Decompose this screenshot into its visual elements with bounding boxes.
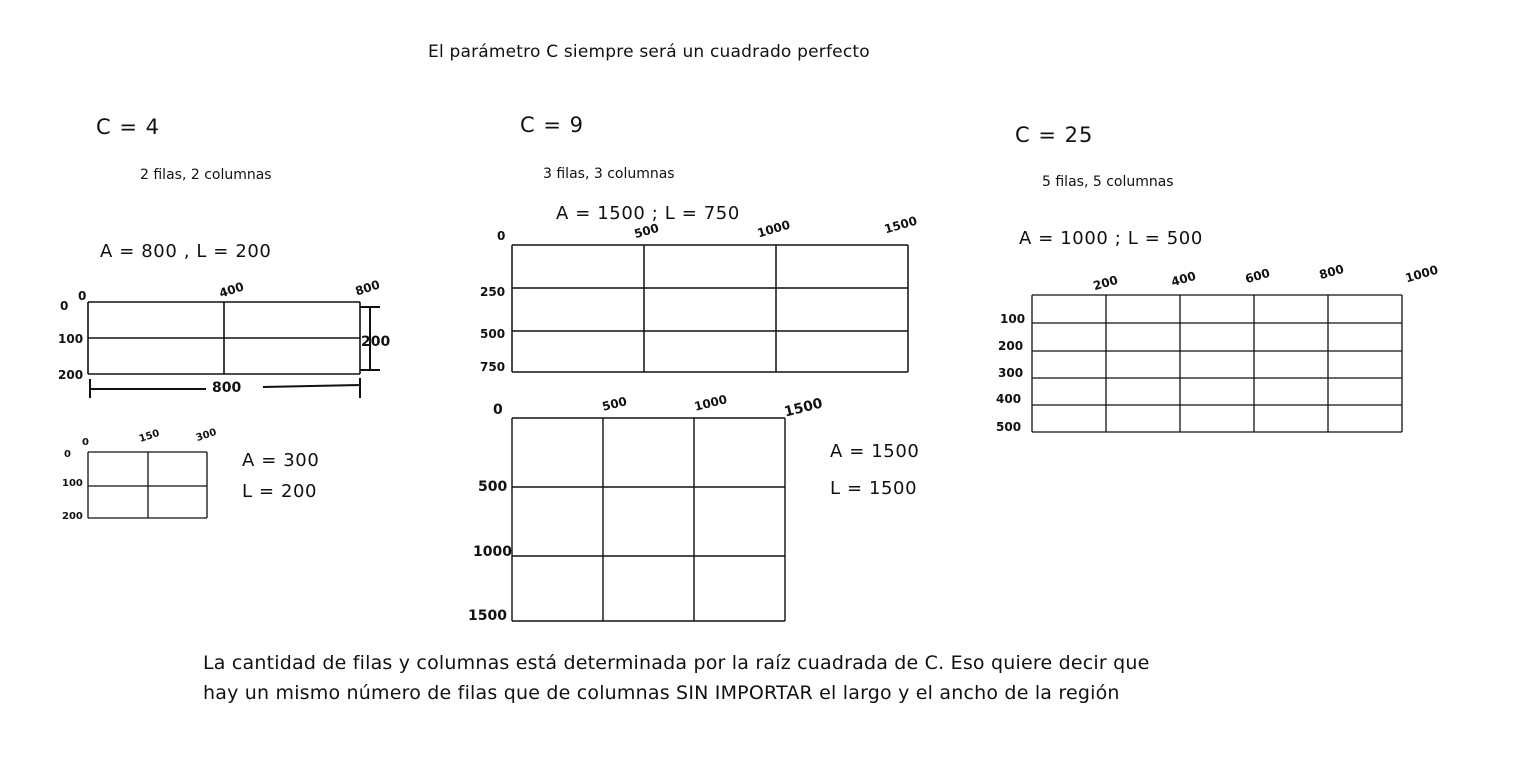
grid-c9-2	[512, 416, 790, 626]
tick-c25-y4: 400	[996, 392, 1022, 406]
case-subtitle-c25: 5 filas, 5 columnas	[1042, 174, 1174, 190]
tick-c25-x4: 800	[1317, 261, 1346, 283]
grid-c4-1	[88, 300, 363, 378]
tick-c9-1-x0: 0	[497, 229, 506, 243]
grid-c4-2	[88, 450, 210, 522]
equation-a-c4-grid2: A = 300	[242, 450, 320, 471]
tick-c25-y1: 100	[1000, 312, 1026, 326]
tick-c25-y3: 300	[998, 366, 1024, 380]
tick-c9-2-x0: 0	[493, 402, 503, 418]
tick-c9-1-x2: 1000	[755, 217, 792, 241]
height-label-c4-1: 200	[361, 334, 391, 350]
page-title: El parámetro C siempre será un cuadrado perfecto	[428, 42, 870, 62]
footer-line-1: La cantidad de filas y columnas está determinada por la raíz cuadrada de C. Eso quiere decir que	[203, 652, 1150, 674]
tick-c9-2-x2: 1000	[692, 392, 729, 414]
tick-c4-1-x1: 400	[217, 279, 246, 301]
tick-c9-2-y1: 500	[478, 479, 508, 495]
grid-c9-1	[512, 243, 912, 377]
tick-c4-2-y0: 0	[64, 449, 71, 460]
case-title-c9: C = 9	[520, 113, 584, 137]
grid-c25-1	[1032, 293, 1407, 435]
tick-c4-2-y1: 100	[62, 478, 83, 489]
tick-c25-x5: 1000	[1403, 262, 1440, 286]
tick-c4-2-x2: 300	[194, 427, 219, 444]
tick-c25-y5: 500	[996, 420, 1022, 434]
tick-c4-2-x0: 0	[82, 437, 89, 448]
footer-line-2: hay un mismo número de filas que de columnas SIN IMPORTAR el largo y el ancho de la región	[203, 682, 1120, 704]
tick-c4-1-x0: 0	[78, 289, 87, 303]
tick-c9-1-y2: 500	[480, 327, 506, 341]
tick-c25-x3: 600	[1243, 265, 1272, 287]
equation-l-c4-grid2: L = 200	[242, 481, 318, 502]
tick-c4-1-x2: 800	[353, 277, 382, 299]
tick-c4-2-y2: 200	[62, 511, 83, 522]
tick-c9-1-x1: 500	[632, 220, 661, 242]
tick-c4-1-y2: 200	[58, 368, 84, 382]
equation-l-c9-grid2: L = 1500	[830, 478, 918, 499]
tick-c25-x1: 200	[1091, 272, 1120, 294]
tick-c9-2-x1: 500	[600, 394, 629, 414]
tick-c9-1-x3: 1500	[882, 213, 919, 237]
equation-a-c9-grid2: A = 1500	[830, 441, 920, 462]
tick-c9-1-y3: 750	[480, 360, 506, 374]
case-subtitle-c4: 2 filas, 2 columnas	[140, 167, 272, 183]
tick-c4-1-y1: 100	[58, 332, 84, 346]
tick-c9-2-y3: 1500	[468, 608, 507, 624]
equation-c9-grid1: A = 1500 ; L = 750	[556, 203, 740, 224]
tick-c25-x2: 400	[1169, 268, 1198, 290]
tick-c25-y2: 200	[998, 339, 1024, 353]
tick-c4-2-x1: 150	[137, 428, 162, 445]
width-label-c4-1: 800	[212, 380, 242, 396]
case-subtitle-c9: 3 filas, 3 columnas	[543, 166, 675, 182]
equation-c25-grid1: A = 1000 ; L = 500	[1019, 228, 1203, 249]
case-title-c4: C = 4	[96, 115, 160, 139]
tick-c9-1-y1: 250	[480, 285, 506, 299]
tick-c9-2-y2: 1000	[473, 544, 512, 560]
case-title-c25: C = 25	[1015, 123, 1094, 147]
tick-c9-2-x3: 1500	[782, 395, 825, 421]
tick-c4-1-y0: 0	[60, 299, 69, 313]
equation-c4-grid1: A = 800 , L = 200	[100, 241, 272, 262]
